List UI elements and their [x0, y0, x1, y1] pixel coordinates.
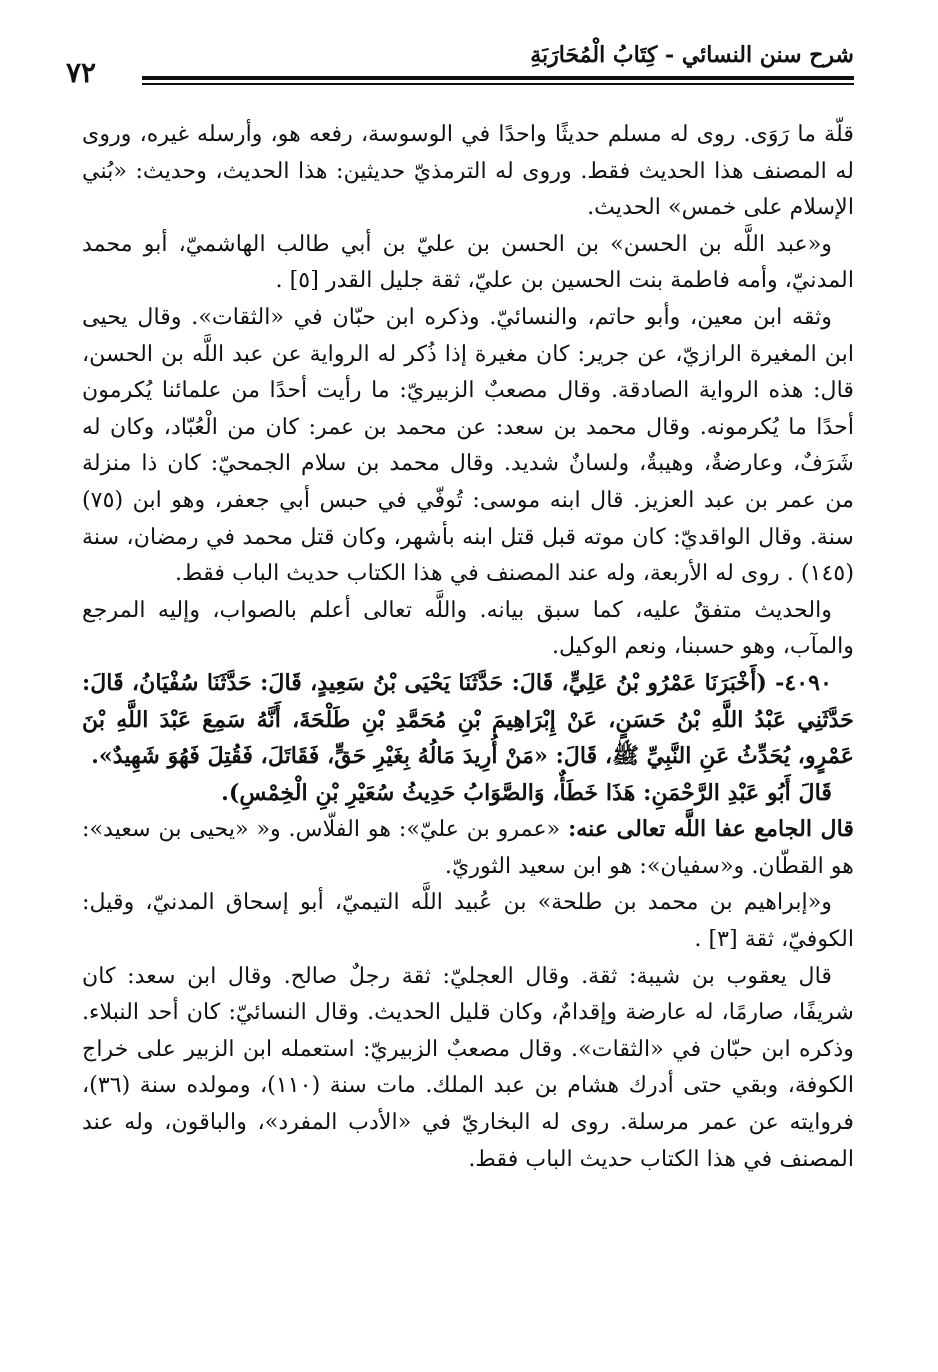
hadith-4090: ٤٠٩٠- (أَخْبَرَنَا عَمْرُو بْنُ عَلِيٍّ، قَالَ: حَدَّثَنَا يَحْيَى بْنُ سَعِيدٍ، قَالَ: حَدَّثَنَا سُفْيَانُ، قَالَ: حَدَّثَنِي عَبْدُ اللَّهِ بْنُ حَسَنٍ، عَنْ إِبْرَاهِيمَ بْنِ مُحَمَّدِ بْنِ طَلْحَةَ، أَنَّهُ سَمِعَ عَبْدَ اللَّهِ بْنَ عَمْرٍو، يُحَدِّثُ عَنِ النَّبِيِّ ﷺ، قَالَ: «مَنْ أُرِيدَ مَالُهُ بِغَيْرِ حَقٍّ، فَقَاتَلَ، فَقُتِلَ فَهُوَ شَهِيدٌ».	[82, 669, 854, 770]
paragraph-1: قلّة ما رَوَى. روى له مسلم حديثًا واحدًا في الوسوسة، رفعه هو، وأرسله غيره، وروى له المصنف هذا الحديث فقط. وروى له الترمذيّ حديثين: هذا الحديث، وحديث: «بُني الإسلام على خمس» الحديث.	[82, 121, 854, 221]
paragraph-2: و«عبد اللَّه بن الحسن» بن الحسن بن عليّ بن أبي طالب الهاشميّ، أبو محمد المدنيّ، وأمه فاطمة بنت الحسين بن عليّ، ثقة جليل القدر [٥] .	[82, 230, 854, 294]
paragraph-3: وثقه ابن معين، وأبو حاتم، والنسائيّ. وذكره ابن حبّان في «الثقات». وقال يحيى ابن المغيرة الرازيّ، عن جرير: كان مغيرة إذا ذُكر له الرواية عن عبد اللَّه بن الحسن، قال: هذه الرواية الصادقة. وقال مصعبٌ الزبيريّ: ما رأيت أحدًا من علمائنا يُكرمون أحدًا ما يُكرمونه. وقال محمد بن سعد: عن محمد بن عمر: كان من الْعُبّاد، وكان له شَرَفٌ، وعارضةٌ، وهيبةٌ، ولسانٌ شديد. وقال محمد بن سلام الجمحيّ: كان ذا منزلة من عمر بن عبد العزيز. قال ابنه موسى: تُوفّي في حبس أبي جعفر، وهو ابن (٧٥) سنة. وقال الواقديّ: كان موته قبل قتل ابنه بأشهر، وكان قتل محمد في رمضان، سنة (١٤٥) . روى له الأربعة، وله عند المصنف في هذا الكتاب حديث الباب فقط.	[82, 303, 854, 587]
paragraph-8: و«إبراهيم بن محمد بن طلحة» بن عُبيد اللَّه التيميّ، أبو إسحاق المدنيّ، وقيل: الكوفيّ، ثقة [٣] .	[82, 889, 854, 953]
page-header	[66, 40, 854, 96]
header-rule-thin	[142, 83, 854, 85]
hadith-comment: قَالَ أَبُو عَبْدِ الرَّحْمَنِ: هَذَا خَطَأٌ، وَالصَّوَابُ حَدِيثُ سُعَيْرِ بْنِ الْخِمْسِ).	[221, 779, 832, 806]
paragraph-9: قال يعقوب بن شيبة: ثقة. وقال العجليّ: ثقة رجلٌ صالح. وقال ابن سعد: كان شريفًا، صارمًا، له عارضة وإقدامٌ، وكان قليل الحديث. وقال النسائيّ: كان أحد النبلاء. وذكره ابن حبّان في «الثقات». وقال مصعبٌ الزبيريّ: استعمله ابن الزبير على خراج الكوفة، وبقي حتى أدرك هشام بن عبد الملك. مات سنة (١١٠)، ومولده سنة (٣٦)، فروايته عن عمر مرسلة. روى له البخاريّ في «الأدب المفرد»، والباقون، وله عند المصنف في هذا الكتاب حديث الباب فقط.	[82, 962, 854, 1172]
header-rule-thick	[142, 76, 854, 80]
running-title: شرح سنن النسائي - كِتَابُ الْمُحَارَبَةِ	[530, 42, 854, 68]
compiler-note-lead: قال الجامع عفا اللَّه تعالى عنه:	[568, 816, 854, 843]
page-body	[82, 116, 854, 1177]
paragraph-4: والحديث متفقٌ عليه، كما سبق بيانه. واللَّه تعالى أعلم بالصواب، وإليه المرجع والمآب، وهو حسبنا، ونعم الوكيل.	[82, 596, 854, 660]
compiler-note-text: «عمرو بن عليّ»: هو الفلّاس. و« «يحيى بن سعيد»: هو القطّان. و«سفيان»: هو ابن سعيد الثوريّ.	[82, 816, 854, 879]
page-number: ٧٢	[66, 56, 97, 89]
paragraph-compiler-note	[82, 811, 854, 884]
